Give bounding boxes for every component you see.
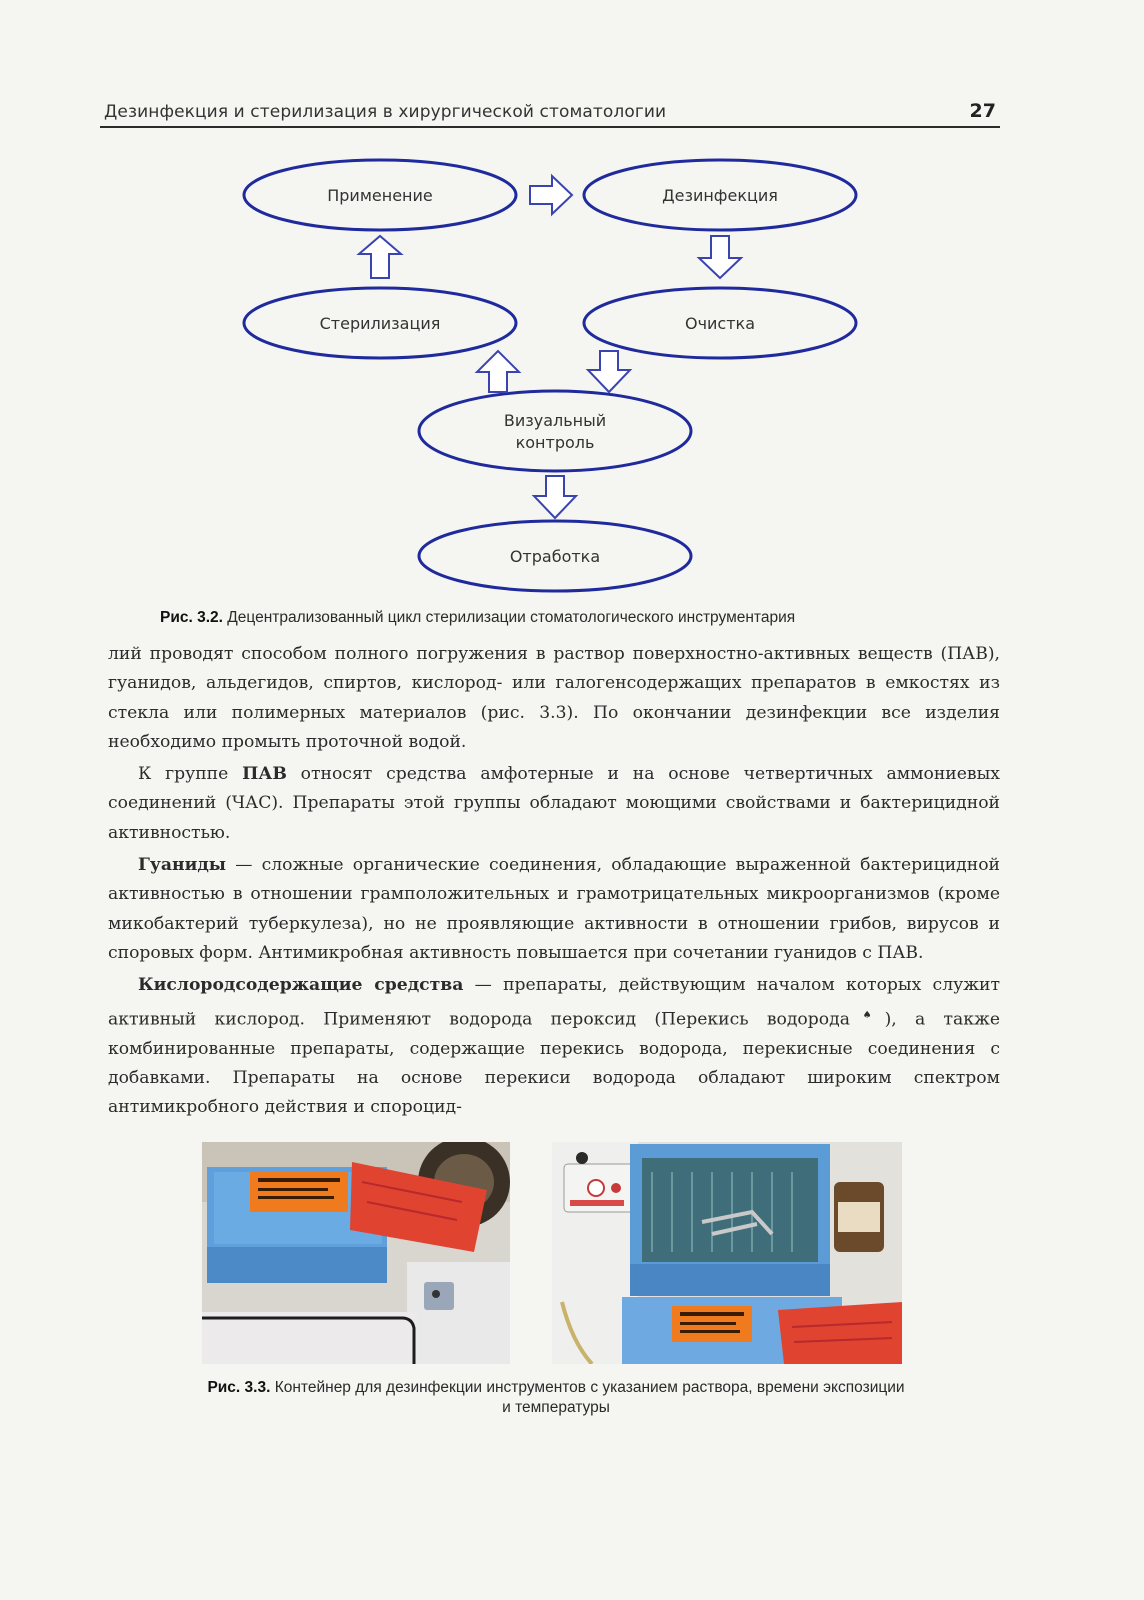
photo-closed-container-image <box>202 1142 510 1364</box>
photo-open-container <box>552 1142 902 1364</box>
running-title: Дезинфекция и стерилизация в хирургической стоматологии <box>104 102 667 122</box>
node-visual-control-ellipse <box>419 391 691 471</box>
paragraph: Кислородсодержащие средства — препараты, действующим началом которых служит активный кислород. Применяют водорода пероксид (Перекись водорода♠), а также комбинированные препараты, содержащие перекись водорода, перекисные соединения с добавками. Препараты на основе перекиси водорода обладают широким спектром антимикробного действия и спороцид- <box>108 975 1001 1118</box>
figure-caption-3-3 <box>106 1378 1006 1418</box>
caption-text-line-1: Контейнер для дезинфекции инструментов с указанием раствора, времени экспозиции <box>274 1379 905 1396</box>
figure-caption-3-2 <box>160 609 795 627</box>
arrow-down-icon <box>699 236 741 278</box>
node-disinfection-label: Дезинфекция <box>662 186 778 205</box>
arrow-down-icon <box>534 476 576 518</box>
node-application-label: Применение <box>327 186 433 205</box>
caption-text: Децентрализованный цикл стерилизации стоматологического инструментария <box>227 609 796 626</box>
caption-text-line-2: и температуры <box>502 1399 610 1416</box>
page-number: 27 <box>969 100 996 122</box>
node-visual-control-label-2: контроль <box>515 433 595 452</box>
node-visual-control-label-1: Визуальный <box>503 411 607 430</box>
node-cleaning-label: Очистка <box>684 314 756 333</box>
sterilization-cycle-diagram <box>230 148 870 598</box>
arrow-up-icon <box>359 236 401 278</box>
photo-closed-container <box>202 1142 510 1364</box>
arrow-up-icon <box>477 351 519 392</box>
paragraph: лий проводят способом полного погружения в раствор поверхностно-активных веществ (ПАВ), гуанидов, альдегидов, спиртов, кислород- или галогенсодержащих препаратов в емкостях из стекла или полимерных материалов (рис. 3.3). По окончании дезинфекции все изделия необходимо промыть проточной водой. <box>108 644 1000 752</box>
body-text <box>108 640 1000 1125</box>
caption-label: Рис. 3.2. <box>160 609 223 626</box>
node-sterilization-label: Стерилизация <box>319 314 441 333</box>
photo-open-container-image <box>552 1142 902 1364</box>
arrow-down-icon <box>588 351 630 392</box>
arrow-right-icon <box>530 176 572 214</box>
paragraph: Гуаниды — сложные органические соединения, обладающие выраженной бактерицидной активностью в отношении грамположительных и грамотрицательных микроорганизмов (кроме микобактерий туберкулеза), но не проявляющие активности в отношении грибов, вирусов и споровых форм. Антимикробная активность повышается при сочетании гуанидов с ПАВ. <box>108 855 1000 963</box>
header-rule <box>100 126 1000 128</box>
caption-label: Рис. 3.3. <box>207 1379 271 1396</box>
paragraph: К группе ПАВ относят средства амфотерные и на основе четвертичных аммониевых соединений (ЧАС). Препараты этой группы обладают моющими свойствами и бактерицидной активностью. <box>108 764 1000 843</box>
node-processing-label: Отработка <box>509 547 601 566</box>
